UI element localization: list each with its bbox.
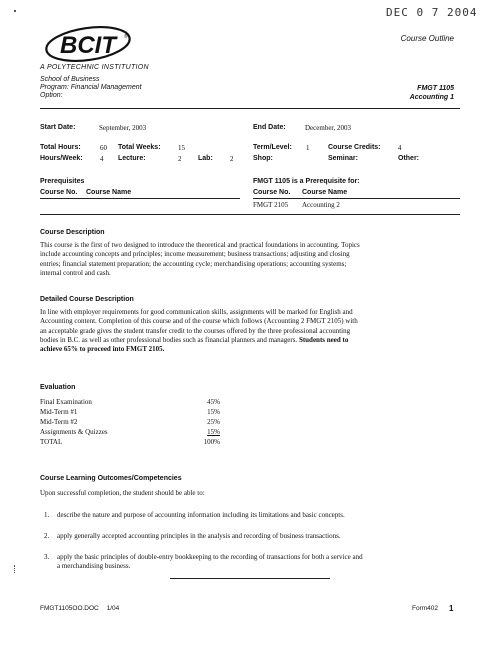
evaluation-row <box>40 398 220 406</box>
prereq-bottom-divider <box>40 214 460 215</box>
evaluation-pct: 15% <box>207 408 220 416</box>
description-line: entries; financial statement preparation; the accounting cycle; merchandising operations; accounting systems; <box>40 259 347 268</box>
outcome-item <box>57 532 467 541</box>
lecture-label: Lecture: <box>118 155 146 162</box>
course-description-text <box>40 241 470 278</box>
lecture-value: 2 <box>178 155 182 163</box>
description-line: include accounting concepts and principles; income measurement; business transactions; adjusting and closing <box>40 250 350 259</box>
school-name: School of Business <box>40 76 100 83</box>
lab-label: Lab: <box>198 155 213 162</box>
outcome-text: describe the nature and purpose of accounting information including its limitations and basic concepts. <box>57 511 345 519</box>
footer-form: Form402 <box>412 605 439 612</box>
evaluation-row <box>40 428 220 436</box>
prereq-col-course-no: Course No. <box>40 189 78 196</box>
prereq-divider-right <box>253 198 460 199</box>
total-hours-value: 60 <box>100 144 107 152</box>
scan-mark <box>14 565 17 573</box>
outcome-text: apply generally accepted accounting principles in the analysis and recording of business transactions. <box>57 532 341 540</box>
other-label: Other: <box>398 155 419 162</box>
course-credits-label: Course Credits: <box>328 144 381 151</box>
program-name: Program: Financial Management <box>40 84 142 91</box>
total-weeks-label: Total Weeks: <box>118 144 161 151</box>
detailed-line: Accounting content. Completion of this course and of the course which follows (Accounting 2 FMGT 2105) with <box>40 317 358 326</box>
outcome-number: 1. <box>44 511 50 519</box>
evaluation-item: Mid-Term #1 <box>40 408 78 416</box>
course-title: Accounting 1 <box>409 94 454 101</box>
evaluation-row <box>40 408 220 416</box>
evaluation-pct: 100% <box>203 438 220 446</box>
evaluation-item: Mid-Term #2 <box>40 418 78 426</box>
outcome-item <box>57 511 467 520</box>
outcome-text: apply the basic principles of double-entry bookkeeping to the recording of transactions for both a service and <box>57 553 363 561</box>
detailed-description-text <box>40 308 470 354</box>
term-level-label: Term/Level: <box>253 144 292 151</box>
prereq-for-course-no: FMGT 2105 <box>253 201 289 209</box>
outcome-number: 3. <box>44 553 50 561</box>
evaluation-item: Final Examination <box>40 398 92 406</box>
footer-filename: FMGT1105OO.DOC <box>40 605 99 612</box>
evaluation-row <box>40 438 220 446</box>
outcome-item <box>57 553 467 571</box>
end-date-value: December, 2003 <box>305 124 351 132</box>
scan-speck <box>14 10 16 12</box>
outcome-number: 2. <box>44 532 50 540</box>
prereq-for-course-name: Accounting 2 <box>302 201 340 209</box>
footer-divider <box>170 578 330 579</box>
detailed-line-text: bodies in B.C. as well as other professional bodies such as financial planners and managers. <box>40 335 298 344</box>
course-description-heading: Course Description <box>40 229 105 236</box>
start-date-value: September, 2003 <box>99 124 147 132</box>
footer-date: 1/04 <box>106 605 120 612</box>
received-date-stamp: DEC 0 7 2004 <box>386 6 478 19</box>
prereq-for-heading: FMGT 1105 is a Prerequisite for: <box>253 178 360 185</box>
description-line: This course is the first of two designed to introduce the theoretical and practical foundations in accounting. Topics <box>40 241 360 249</box>
start-date-label: Start Date: <box>40 124 76 131</box>
evaluation-item: TOTAL <box>40 438 63 446</box>
footer-file <box>40 605 119 612</box>
prereq-for-col-course-name: Course Name <box>302 189 348 196</box>
total-hours-label: Total Hours: <box>40 144 81 151</box>
detailed-line <box>40 336 470 345</box>
prereq-divider-left <box>40 198 240 199</box>
pass-requirement-line: achieve 65% to proceed into FMGT 2105. <box>40 345 165 354</box>
outcomes-heading: Course Learning Outcomes/Competencies <box>40 475 182 482</box>
prereq-for-col-course-no: Course No. <box>253 189 291 196</box>
seminar-label: Seminar: <box>328 155 358 162</box>
course-credits-value: 4 <box>398 144 402 152</box>
option-label: Option: <box>40 92 63 99</box>
detailed-description-heading: Detailed Course Description <box>40 296 134 303</box>
shop-label: Shop: <box>253 155 273 162</box>
lab-value: 2 <box>230 155 234 163</box>
page-number: 1 <box>449 604 454 613</box>
evaluation-pct: 45% <box>207 398 220 406</box>
svg-text:BCIT: BCIT <box>60 32 116 59</box>
course-outline-label: Course Outline <box>400 34 454 43</box>
outcome-text: a merchandising business. <box>57 562 131 570</box>
detailed-line: In line with employer requirements for good communication skills, assignments will be marked for English and <box>40 308 353 316</box>
header-divider <box>40 108 460 109</box>
course-code: FMGT 1105 <box>417 85 454 92</box>
bcit-logo <box>42 22 138 68</box>
total-weeks-value: 15 <box>178 144 185 152</box>
evaluation-row <box>40 418 220 426</box>
description-line: internal control and cash. <box>40 268 111 277</box>
pass-requirement: Students need to <box>298 335 349 344</box>
evaluation-pct: 15% <box>207 428 220 436</box>
prerequisites-heading: Prerequisites <box>40 178 85 185</box>
svg-text:®: ® <box>124 34 128 40</box>
end-date-label: End Date: <box>253 124 286 131</box>
hours-week-label: Hours/Week: <box>40 155 83 162</box>
hours-week-value: 4 <box>100 155 104 163</box>
detailed-line: an acceptable grade gives the student transfer credit to the courses offered by the three professional accounting <box>40 326 351 335</box>
evaluation-pct: 25% <box>207 418 220 426</box>
evaluation-heading: Evaluation <box>40 384 76 391</box>
prereq-col-course-name: Course Name <box>86 189 132 196</box>
term-level-value: 1 <box>306 144 310 152</box>
outcomes-intro: Upon successful completion, the student should be able to: <box>40 489 205 497</box>
evaluation-item: Assignments & Quizzes <box>40 428 108 436</box>
institution-tagline: A POLYTECHNIC INSTITUTION <box>40 64 149 71</box>
